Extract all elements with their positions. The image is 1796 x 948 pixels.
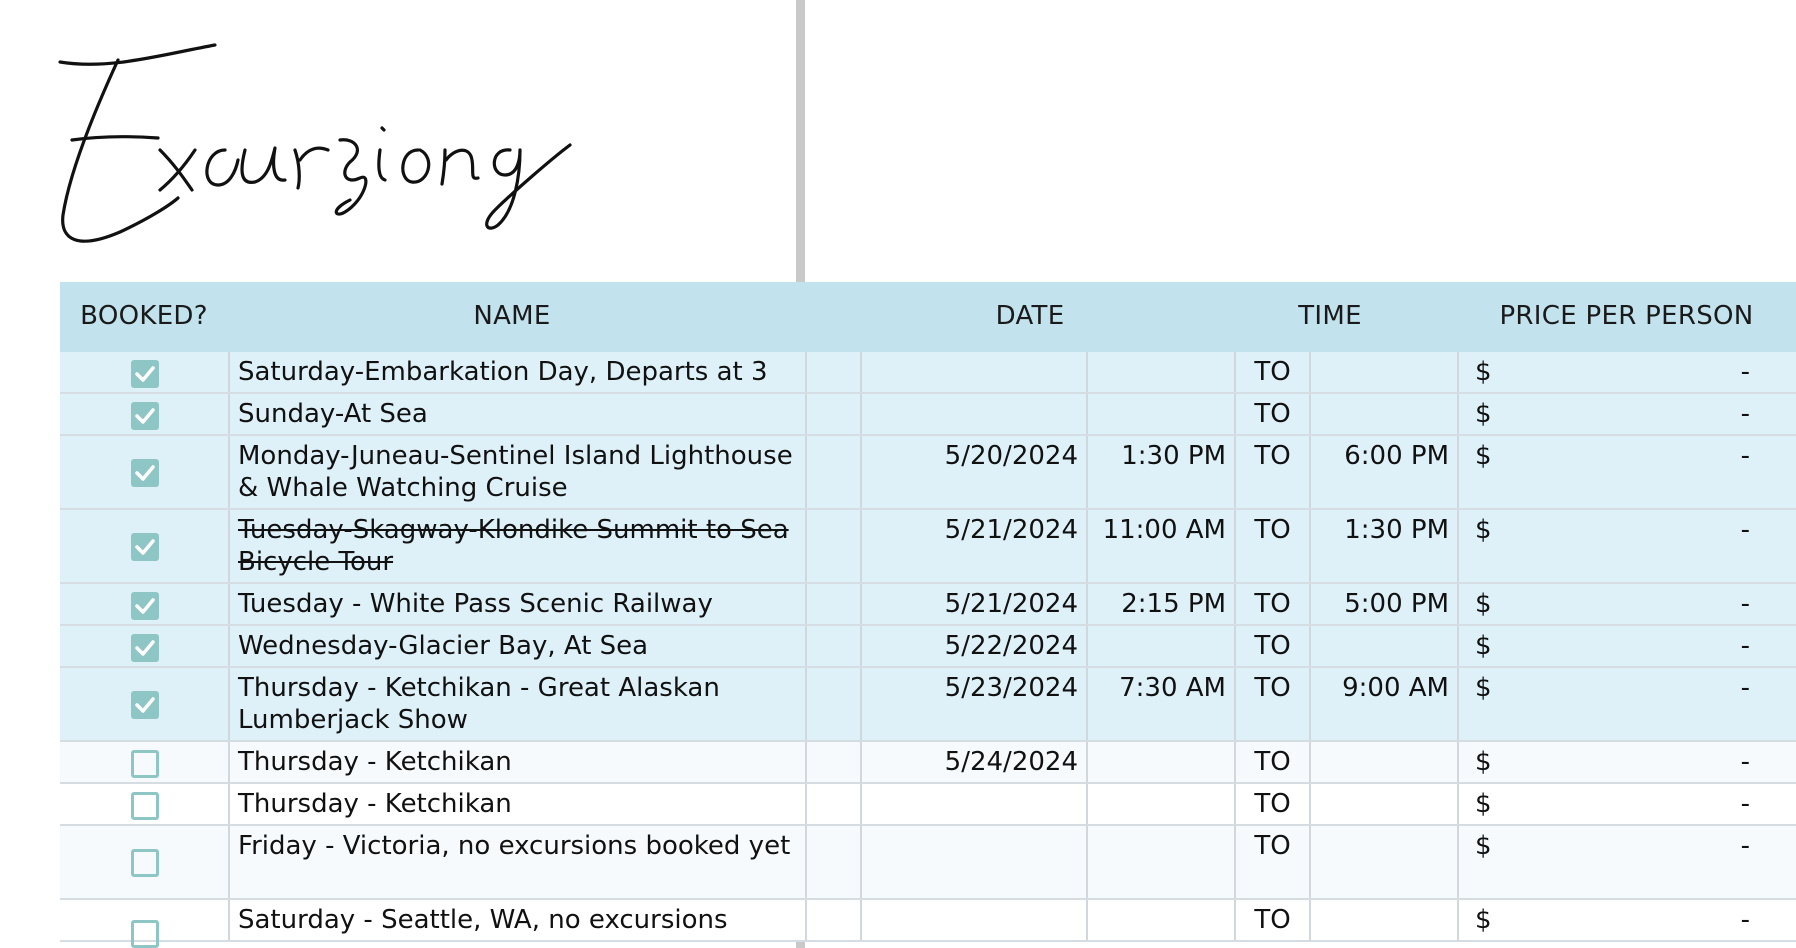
- name-cell[interactable]: [228, 668, 796, 740]
- price-cell[interactable]: -: [1740, 515, 1750, 545]
- checkbox-checked-icon[interactable]: [131, 691, 159, 719]
- excursion-name: Tuesday - White Pass Scenic Railway: [238, 589, 713, 619]
- price-cell[interactable]: -: [1740, 589, 1750, 619]
- table-row: [60, 436, 1796, 510]
- excursion-name: Friday - Victoria, no excursions booked yet: [238, 831, 791, 861]
- date-cell[interactable]: 5/24/2024: [860, 742, 1086, 782]
- spacer-cell[interactable]: [805, 584, 860, 624]
- currency-cell: $: [1457, 826, 1517, 898]
- end-time-cell[interactable]: [1309, 626, 1457, 666]
- start-time-cell[interactable]: [1086, 626, 1234, 666]
- checkbox-unchecked-icon[interactable]: [131, 750, 159, 778]
- excursion-name: Saturday - Seattle, WA, no excursions: [238, 905, 728, 935]
- table-row: [60, 742, 1796, 784]
- name-cell[interactable]: [228, 742, 796, 782]
- start-time-cell[interactable]: [1086, 784, 1234, 824]
- name-cell[interactable]: [228, 584, 796, 624]
- table-row: [60, 784, 1796, 826]
- start-time-cell[interactable]: 7:30 AM: [1086, 668, 1234, 740]
- currency-cell: $: [1457, 352, 1517, 392]
- table-row: [60, 668, 1796, 742]
- start-time-cell[interactable]: 1:30 PM: [1086, 436, 1234, 508]
- currency-cell: $: [1457, 584, 1517, 624]
- end-time-cell[interactable]: [1309, 352, 1457, 392]
- checkbox-checked-icon[interactable]: [131, 592, 159, 620]
- header-price: PRICE PER PERSON: [1499, 301, 1754, 331]
- spacer-cell[interactable]: [805, 826, 860, 898]
- date-cell[interactable]: 5/21/2024: [860, 584, 1086, 624]
- name-cell[interactable]: [228, 900, 796, 940]
- spacer-cell[interactable]: [805, 352, 860, 392]
- title-area: [0, 0, 796, 282]
- table-row: [60, 352, 1796, 394]
- end-time-cell[interactable]: [1309, 900, 1457, 940]
- checkbox-unchecked-icon[interactable]: [131, 792, 159, 820]
- date-cell[interactable]: 5/23/2024: [860, 668, 1086, 740]
- date-cell[interactable]: 5/20/2024: [860, 436, 1086, 508]
- spacer-cell[interactable]: [805, 742, 860, 782]
- end-time-cell[interactable]: [1309, 394, 1457, 434]
- checkbox-unchecked-icon[interactable]: [131, 849, 159, 877]
- to-cell: TO: [1234, 394, 1309, 434]
- end-time-cell[interactable]: 5:00 PM: [1309, 584, 1457, 624]
- excursion-name: Sunday-At Sea: [238, 399, 428, 429]
- booked-cell[interactable]: [60, 668, 228, 740]
- header-booked: BOOKED?: [80, 301, 208, 331]
- booked-cell[interactable]: [60, 784, 228, 824]
- start-time-cell[interactable]: 2:15 PM: [1086, 584, 1234, 624]
- booked-cell[interactable]: [60, 510, 228, 582]
- start-time-cell[interactable]: [1086, 826, 1234, 898]
- excursions-sheet: [60, 282, 1796, 948]
- price-cell[interactable]: -: [1740, 905, 1750, 935]
- name-cell[interactable]: [228, 394, 796, 434]
- price-cell[interactable]: -: [1740, 831, 1750, 861]
- price-cell[interactable]: -: [1740, 747, 1750, 777]
- price-cell[interactable]: -: [1740, 441, 1750, 471]
- date-cell[interactable]: [860, 826, 1086, 898]
- to-cell: TO: [1234, 352, 1309, 392]
- booked-cell[interactable]: [60, 626, 228, 666]
- end-time-cell[interactable]: [1309, 742, 1457, 782]
- excursion-name: Saturday-Embarkation Day, Departs at 3: [238, 357, 768, 387]
- spacer-cell[interactable]: [805, 784, 860, 824]
- start-time-cell[interactable]: [1086, 900, 1234, 940]
- header-time: TIME: [1298, 301, 1362, 331]
- start-time-cell[interactable]: [1086, 742, 1234, 782]
- excursion-name: Thursday - Ketchikan: [238, 789, 512, 819]
- to-cell: TO: [1234, 626, 1309, 666]
- to-cell: TO: [1234, 900, 1309, 940]
- booked-cell[interactable]: [60, 394, 228, 434]
- start-time-cell[interactable]: [1086, 352, 1234, 392]
- start-time-cell[interactable]: 11:00 AM: [1086, 510, 1234, 582]
- excursions-script-logo: [0, 0, 640, 270]
- date-cell[interactable]: [860, 352, 1086, 392]
- excursion-name: Thursday - Ketchikan: [238, 747, 512, 777]
- spacer-cell[interactable]: [805, 900, 860, 940]
- end-time-cell[interactable]: 1:30 PM: [1309, 510, 1457, 582]
- spacer-cell[interactable]: [805, 394, 860, 434]
- to-cell: TO: [1234, 668, 1309, 740]
- currency-cell: $: [1457, 510, 1517, 582]
- spacer-cell[interactable]: [805, 436, 860, 508]
- checkbox-checked-icon[interactable]: [131, 402, 159, 430]
- checkbox-unchecked-icon[interactable]: [131, 920, 159, 948]
- booked-cell[interactable]: [60, 826, 228, 898]
- checkbox-checked-icon[interactable]: [131, 360, 159, 388]
- table-row: [60, 394, 1796, 436]
- date-cell[interactable]: [860, 394, 1086, 434]
- currency-cell: $: [1457, 900, 1517, 940]
- to-cell: TO: [1234, 510, 1309, 582]
- checkbox-checked-icon[interactable]: [131, 459, 159, 487]
- spacer-cell[interactable]: [805, 510, 860, 582]
- currency-cell: $: [1457, 436, 1517, 508]
- booked-cell[interactable]: [60, 742, 228, 782]
- excursion-name: Thursday - Ketchikan - Great Alaskan Lumberjack Show: [238, 673, 720, 735]
- price-cell[interactable]: -: [1740, 357, 1750, 387]
- table-row: [60, 584, 1796, 626]
- booked-cell[interactable]: [60, 352, 228, 392]
- to-cell: TO: [1234, 436, 1309, 508]
- currency-cell: $: [1457, 626, 1517, 666]
- name-cell[interactable]: [228, 826, 796, 898]
- name-cell[interactable]: [228, 784, 796, 824]
- to-cell: TO: [1234, 826, 1309, 898]
- checkbox-checked-icon[interactable]: [131, 634, 159, 662]
- name-cell[interactable]: [228, 626, 796, 666]
- name-cell[interactable]: [228, 352, 796, 392]
- currency-cell: $: [1457, 784, 1517, 824]
- excursion-name: Wednesday-Glacier Bay, At Sea: [238, 631, 649, 661]
- currency-cell: $: [1457, 742, 1517, 782]
- currency-cell: $: [1457, 668, 1517, 740]
- date-cell[interactable]: [860, 900, 1086, 940]
- booked-cell[interactable]: [60, 584, 228, 624]
- excursion-name: Monday-Juneau-Sentinel Island Lighthouse & Whale Watching Cruise: [238, 441, 793, 503]
- header-date: DATE: [995, 301, 1065, 331]
- start-time-cell[interactable]: [1086, 394, 1234, 434]
- header-row: [60, 282, 1796, 352]
- excursion-name-cancelled: Tuesday-Skagway-Klondike Summit to Sea Bicycle Tour: [238, 515, 789, 577]
- name-cell[interactable]: [228, 436, 796, 508]
- end-time-cell[interactable]: [1309, 784, 1457, 824]
- header-name: NAME: [473, 301, 551, 331]
- table-row: [60, 900, 1796, 942]
- end-time-cell[interactable]: [1309, 826, 1457, 898]
- date-cell[interactable]: [860, 784, 1086, 824]
- spacer-cell[interactable]: [805, 626, 860, 666]
- end-time-cell[interactable]: 6:00 PM: [1309, 436, 1457, 508]
- end-time-cell[interactable]: 9:00 AM: [1309, 668, 1457, 740]
- spacer-cell[interactable]: [805, 668, 860, 740]
- price-cell[interactable]: -: [1740, 399, 1750, 429]
- table-row: [60, 826, 1796, 900]
- table-row: [60, 626, 1796, 668]
- to-cell: TO: [1234, 742, 1309, 782]
- currency-cell: $: [1457, 394, 1517, 434]
- table-row: [60, 510, 1796, 584]
- date-cell[interactable]: 5/21/2024: [860, 510, 1086, 582]
- booked-cell[interactable]: [60, 900, 228, 940]
- date-cell[interactable]: 5/22/2024: [860, 626, 1086, 666]
- to-cell: TO: [1234, 784, 1309, 824]
- checkbox-checked-icon[interactable]: [131, 533, 159, 561]
- to-cell: TO: [1234, 584, 1309, 624]
- price-cell[interactable]: -: [1740, 673, 1750, 703]
- price-cell[interactable]: -: [1740, 789, 1750, 819]
- name-cell[interactable]: [228, 510, 796, 582]
- price-cell[interactable]: -: [1740, 631, 1750, 661]
- booked-cell[interactable]: [60, 436, 228, 508]
